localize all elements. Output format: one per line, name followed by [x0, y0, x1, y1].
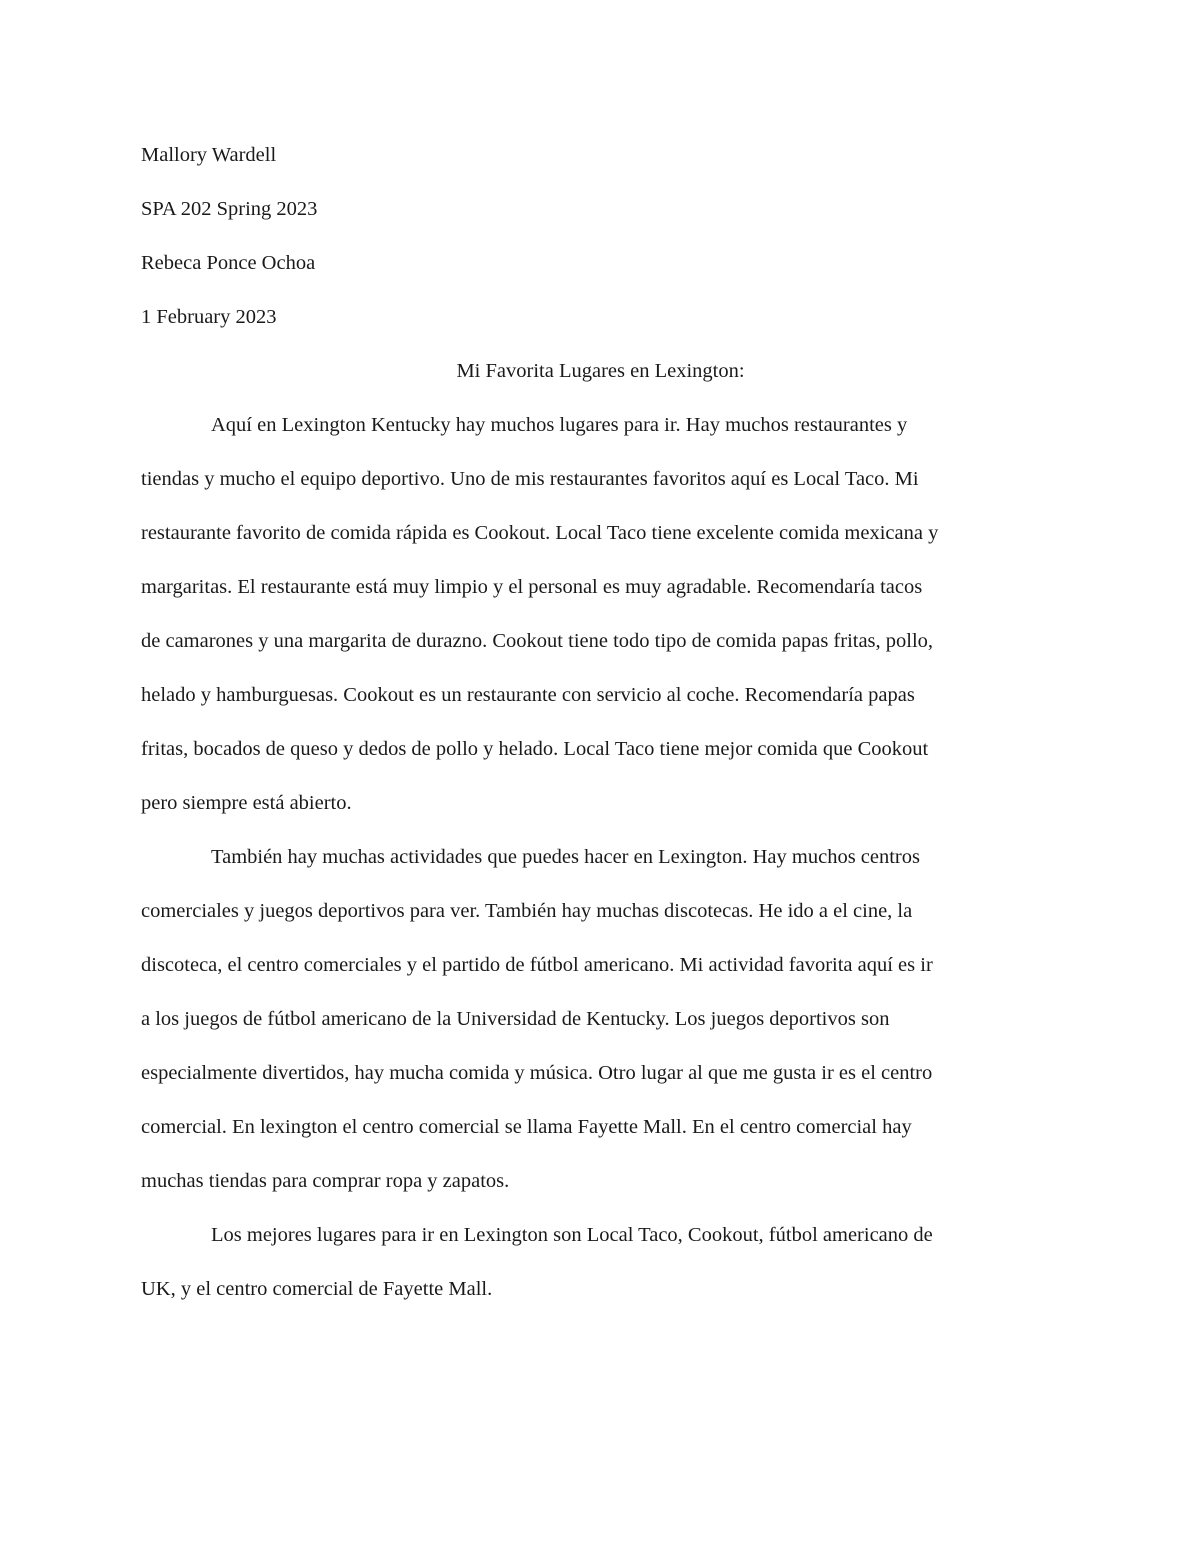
body-paragraph-1 — [141, 398, 1060, 830]
paragraph-line: a los juegos de fútbol americano de la Universidad de Kentucky. Los juegos deportivos son — [141, 1008, 890, 1030]
paragraph-line: helado y hamburguesas. Cookout es un restaurante con servicio al coche. Recomendaría papas — [141, 684, 915, 706]
paragraph-line: restaurante favorito de comida rápida es Cookout. Local Taco tiene excelente comida mexicana y — [141, 522, 939, 544]
paragraph-line: de camarones y una margarita de durazno. Cookout tiene todo tipo de comida papas fritas, pollo, — [141, 630, 934, 652]
paragraph-line: muchas tiendas para comprar ropa y zapatos. — [141, 1170, 510, 1192]
document-date: 1 February 2023 — [141, 306, 277, 328]
document-title: Mi Favorita Lugares en Lexington: — [456, 360, 745, 382]
paragraph-line: También hay muchas actividades que puedes hacer en Lexington. Hay muchos centros — [211, 846, 920, 868]
body-paragraph-3 — [141, 1208, 1060, 1316]
paragraph-line: discoteca, el centro comerciales y el partido de fútbol americano. Mi actividad favorita aquí es ir — [141, 954, 933, 976]
paragraph-line: tiendas y mucho el equipo deportivo. Uno de mis restaurantes favoritos aquí es Local Taco. Mi — [141, 468, 919, 490]
paragraph-line: UK, y el centro comercial de Fayette Mall. — [141, 1278, 493, 1300]
paragraph-line: Aquí en Lexington Kentucky hay muchos lugares para ir. Hay muchos restaurantes y — [211, 414, 908, 436]
paragraph-line: Los mejores lugares para ir en Lexington son Local Taco, Cookout, fútbol americano de — [211, 1224, 933, 1246]
paragraph-line: especialmente divertidos, hay mucha comida y música. Otro lugar al que me gusta ir es el centro — [141, 1062, 933, 1084]
paragraph-line: comerciales y juegos deportivos para ver. También hay muchas discotecas. He ido a el cine, la — [141, 900, 913, 922]
author-name: Mallory Wardell — [141, 144, 277, 166]
instructor-name: Rebeca Ponce Ochoa — [141, 252, 316, 274]
paragraph-line: pero siempre está abierto. — [141, 792, 352, 814]
paragraph-line: margaritas. El restaurante está muy limpio y el personal es muy agradable. Recomendaría tacos — [141, 576, 923, 598]
course-info: SPA 202 Spring 2023 — [141, 198, 318, 220]
paragraph-line: comercial. En lexington el centro comercial se llama Fayette Mall. En el centro comercial hay — [141, 1116, 912, 1138]
paragraph-line: fritas, bocados de queso y dedos de pollo y helado. Local Taco tiene mejor comida que Cookout — [141, 738, 929, 760]
body-paragraph-2 — [141, 830, 1060, 1208]
